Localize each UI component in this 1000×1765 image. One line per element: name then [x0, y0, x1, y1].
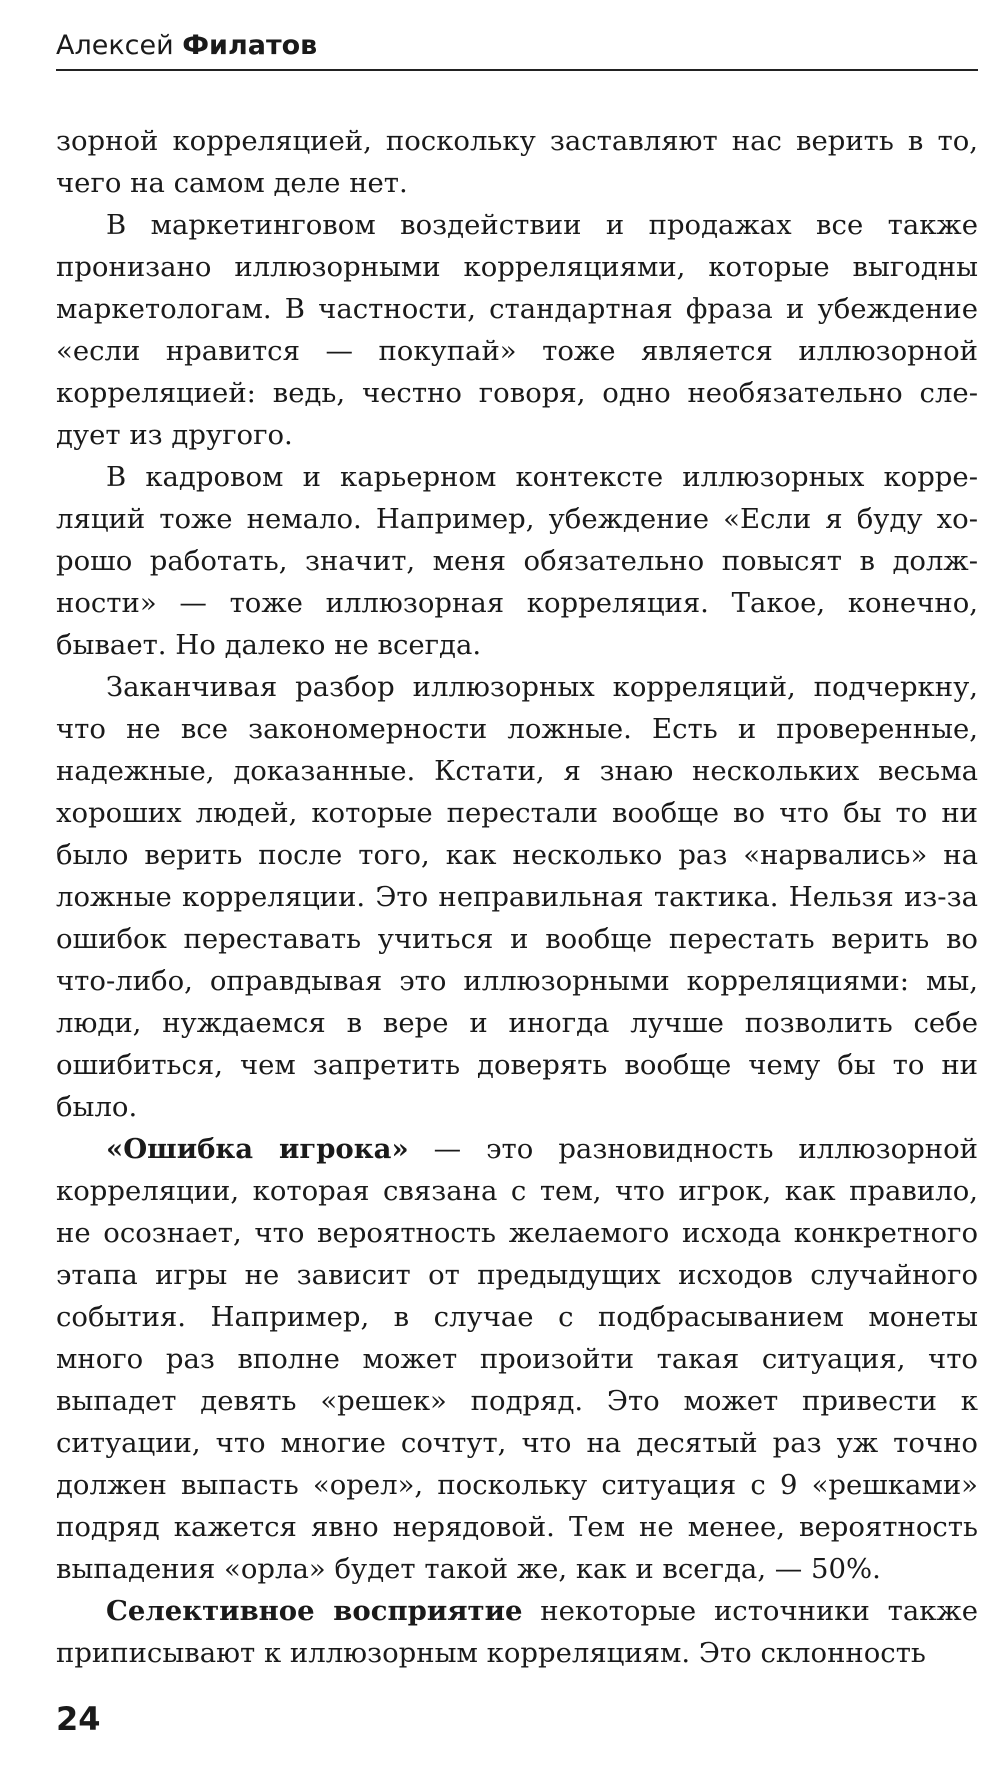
- paragraph-text: Заканчивая разбор иллюзорных корреляций, подчеркну, что не все закономерности ложные. Есть и проверенные, надежные, доказанные. Кстати, я знаю нескольких весьма хороших людей, которые перестали вообще во что бы то ни было верить после того, как несколько раз «нарвались» на ложные корреляции. Это неправильная тактика. Нельзя из-за ошибок переставать учиться и вообще перестать верить во что-либо, оправдывая это иллюзорными корреляциями: мы, люди, нуждаемся в вере и иногда лучше позволить себе ошибиться, чем запретить доверять вообще чему бы то ни было.: [56, 671, 978, 1123]
- paragraph-text: некоторые источники также приписывают к иллюзорным корреляциям. Это склонность: [56, 1595, 978, 1669]
- author-last-name: Филатов: [182, 30, 318, 61]
- paragraph: [56, 1128, 978, 1590]
- term-selective-perception: Селективное восприятие: [106, 1595, 523, 1627]
- paragraph-text: В кадровом и карьерном контексте иллюзорных корреляций тоже немало. Например, убеждение «Если я буду хорошо работать, значит, меня обязательно повысят в должности» — тоже иллюзорная корреляция. Такое, конечно, бывает. Но далеко не всегда.: [56, 461, 978, 661]
- paragraph: [56, 120, 978, 204]
- page-number: 24: [56, 1700, 101, 1738]
- paragraph: [56, 456, 978, 666]
- paragraph: [56, 1590, 978, 1674]
- author-first-name: Алексей: [56, 30, 174, 61]
- running-header: [56, 30, 978, 71]
- paragraph: [56, 666, 978, 1128]
- body-text: [56, 120, 978, 1674]
- term-gamblers-fallacy: «Ошибка игрока»: [106, 1133, 409, 1165]
- paragraph-text: зорной корреляцией, поскольку заставляют нас верить в то, чего на самом деле нет.: [56, 125, 978, 199]
- paragraph-text: — это разновидность иллюзорной корреляции, которая связана с тем, что игрок, как правило, не осознает, что вероятность желаемого исхода конкретного этапа игры не зависит от предыдущих исходов случайного события. Например, в случае с подбрасыванием монеты много раз вполне может произойти такая ситуация, что выпадет девять «решек» подряд. Это может привести к ситуации, что многие сочтут, что на десятый раз уж точно должен выпасть «орел», поскольку ситуация с 9 «решками» подряд кажется явно нерядовой. Тем не менее, вероятность выпадения «орла» будет такой же, как и всегда, — 50%.: [56, 1133, 978, 1585]
- paragraph-text: В маркетинговом воздействии и продажах все также пронизано иллюзорными корреляциями, которые выгодны маркетологам. В частности, стандартная фраза и убеждение «если нравится — покупай» тоже является иллюзорной корреляцией: ведь, честно говоря, одно необязательно следует из другого.: [56, 209, 978, 451]
- paragraph: [56, 204, 978, 456]
